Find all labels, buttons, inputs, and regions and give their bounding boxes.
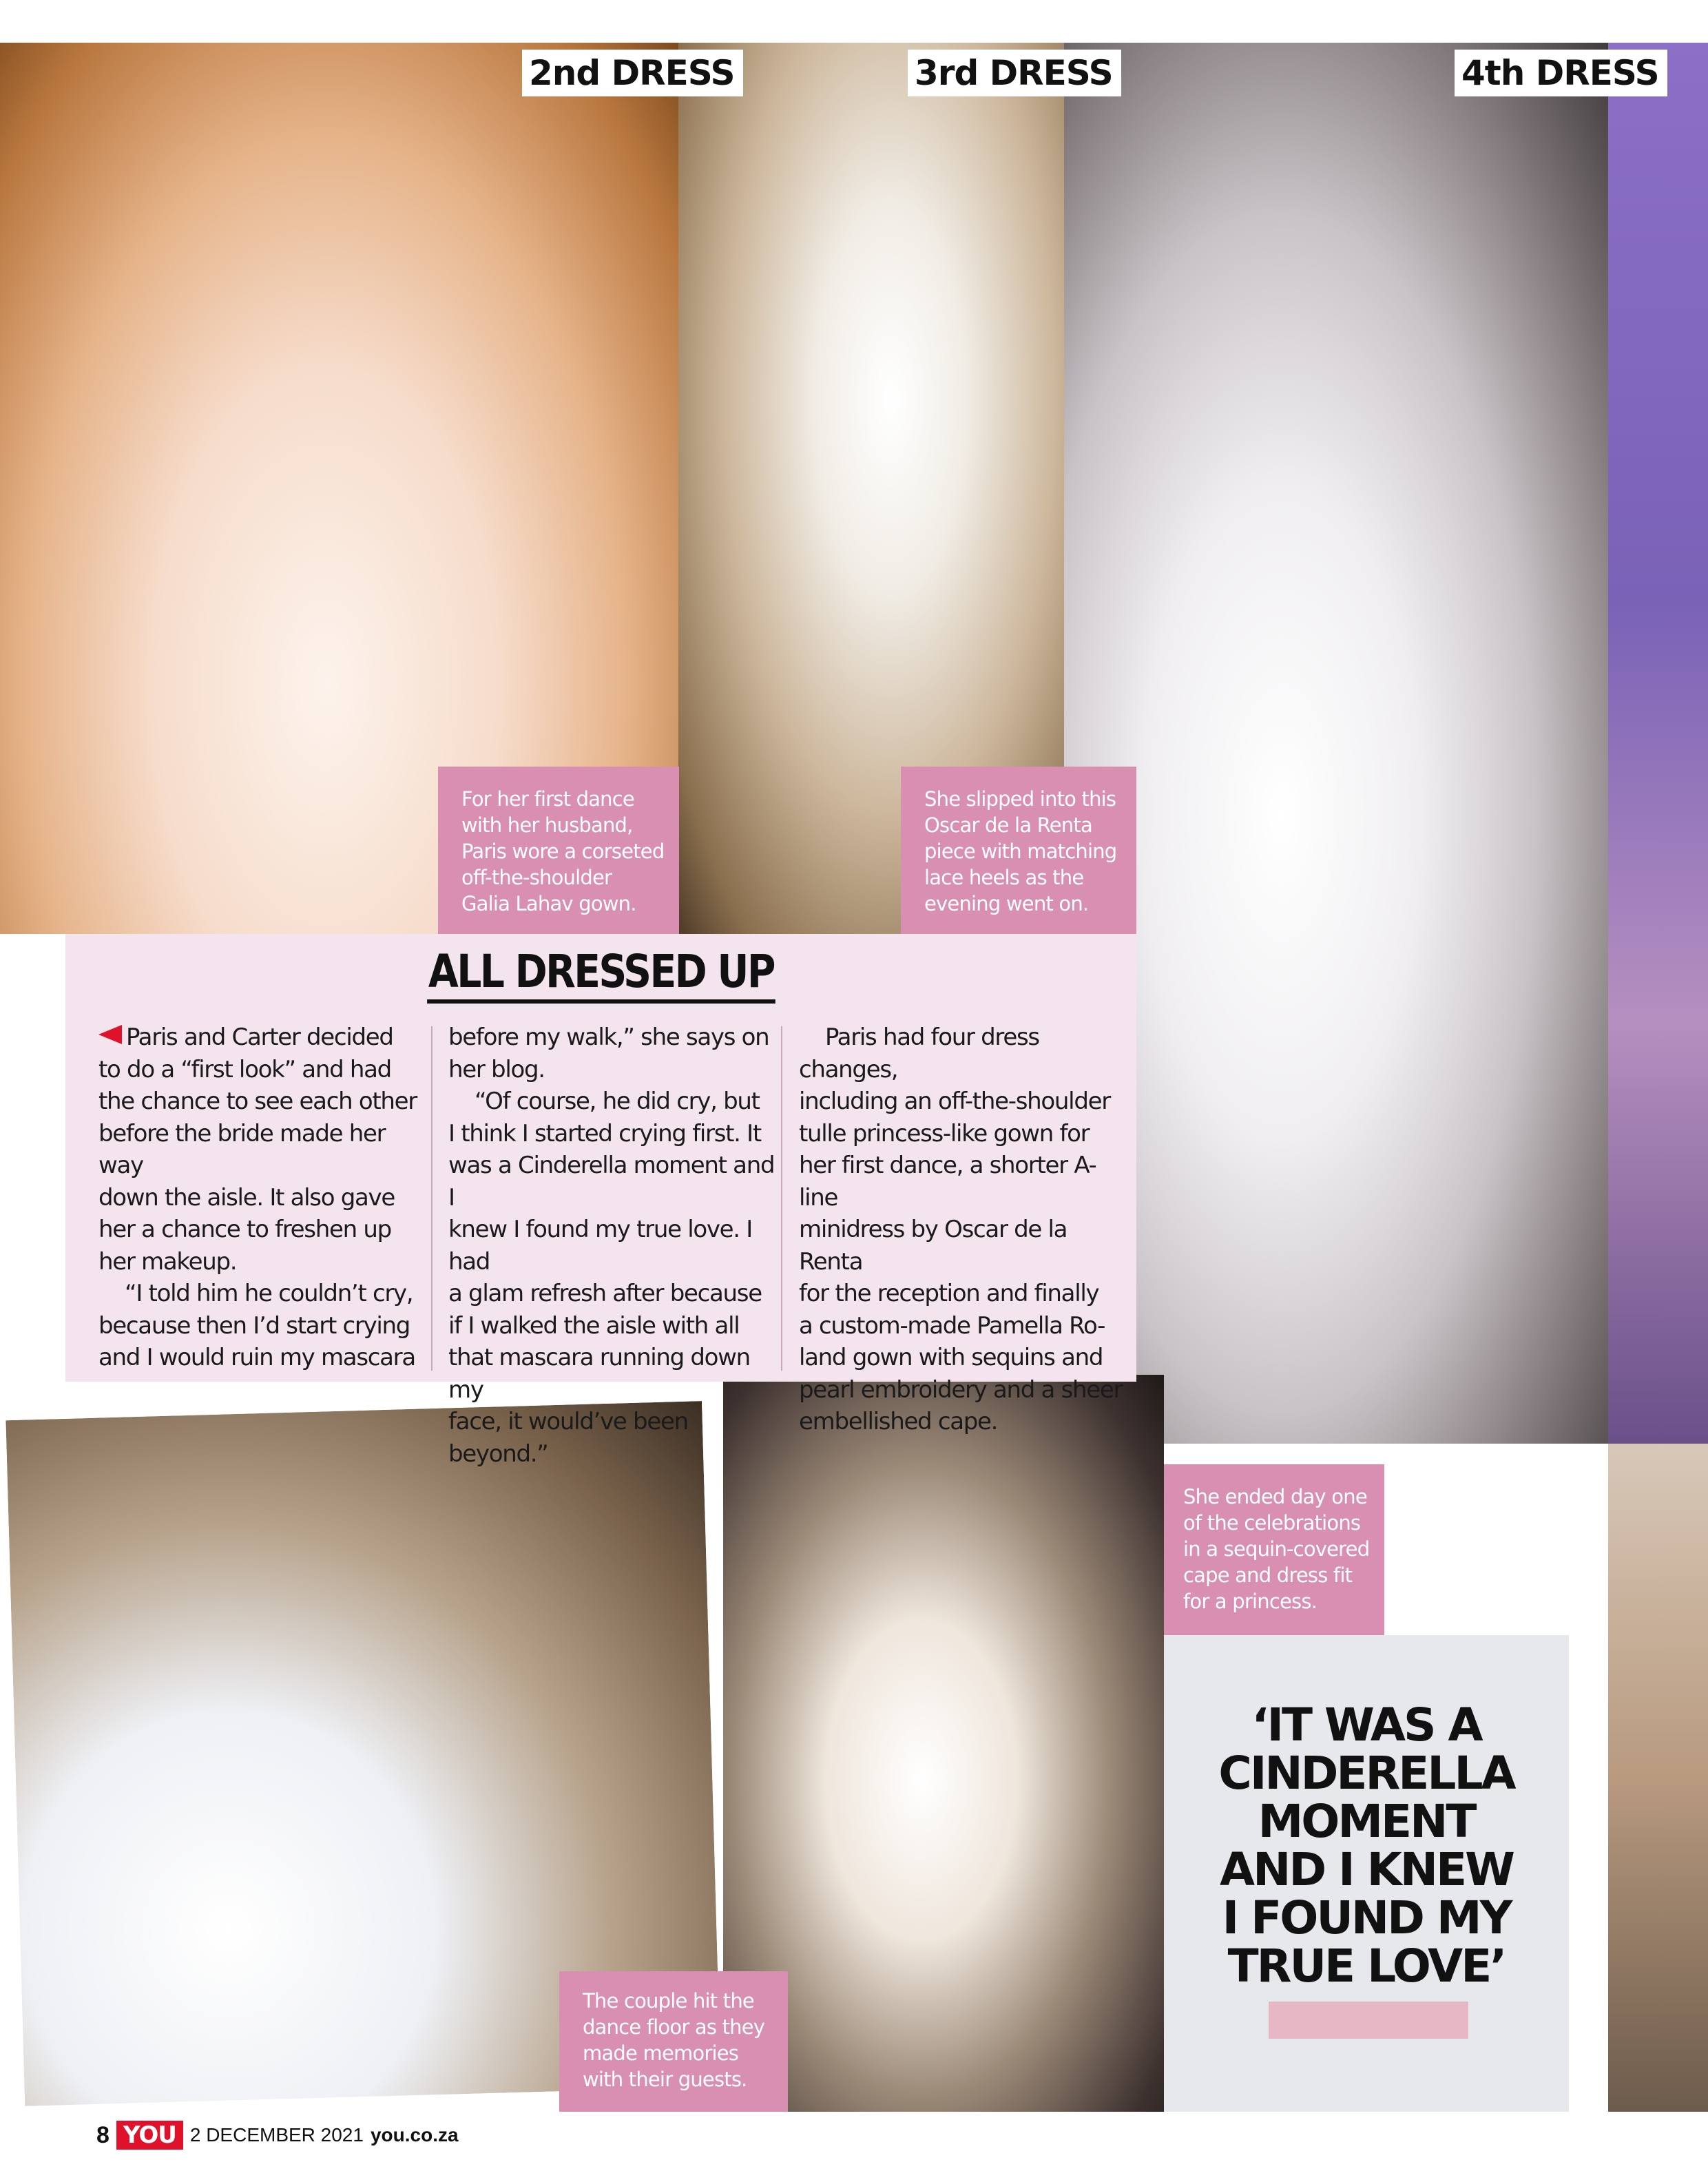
- article-line: Paris had four dress changes,: [799, 1024, 1039, 1083]
- article-line: to do a “first look” and had: [98, 1055, 391, 1083]
- article-line: her first dance, a shorter A-line: [799, 1152, 1096, 1212]
- pull-quote-accent-bar: [1269, 2002, 1468, 2039]
- pull-quote-line: MOMENT: [1258, 1795, 1475, 1848]
- article-line: because then I’d start crying: [98, 1311, 410, 1340]
- article-line-text: Paris and Carter decided: [126, 1024, 393, 1051]
- tag-3rd-dress: 3rd DRESS: [908, 50, 1121, 96]
- article-line: and I would ruin my mascara: [98, 1344, 415, 1371]
- column-divider: [781, 1026, 782, 1371]
- article-line: knew I found my true love. I had: [448, 1216, 753, 1276]
- article-line: tulle princess-like gown for: [799, 1119, 1090, 1147]
- article-line: including an off-the-shoulder: [799, 1088, 1110, 1115]
- article-line: pearl embroidery and a sheer: [799, 1375, 1123, 1404]
- pull-quote-line: AND I KNEW: [1220, 1843, 1513, 1896]
- article-line: her a chance to freshen up: [98, 1216, 391, 1243]
- article-line: land gown with sequins and: [799, 1344, 1103, 1371]
- website-link[interactable]: you.co.za: [370, 2124, 459, 2145]
- photo-purple-venue: [1608, 43, 1708, 1444]
- caption-first-dance: [438, 767, 679, 934]
- caption-line: Galia Lahav gown.: [461, 892, 636, 915]
- article-line: a custom-made Pamella Ro-: [799, 1311, 1105, 1340]
- photo-couple-dancing: [723, 1375, 1164, 2112]
- article-line: I think I started crying first. It: [448, 1119, 761, 1147]
- caption-line: lace heels as the: [924, 866, 1084, 889]
- article-line: the chance to see each other: [98, 1088, 417, 1115]
- caption-line: for a princess.: [1183, 1590, 1318, 1613]
- article-line: was a Cinderella moment and I: [448, 1152, 775, 1212]
- page-footer: [96, 2120, 459, 2150]
- article-line: for the reception and finally: [799, 1280, 1099, 1307]
- caption-line: in a sequin-covered: [1183, 1537, 1370, 1561]
- article-line: before the bride made her way: [98, 1119, 386, 1179]
- article-line: “Of course, he did cry, but: [475, 1088, 760, 1115]
- caption-line: Paris wore a corseted: [461, 840, 665, 863]
- caption-oscar: [901, 767, 1136, 934]
- pull-quote-line: I FOUND MY: [1222, 1891, 1511, 1944]
- caption-line: Oscar de la Renta: [924, 813, 1092, 837]
- caption-line: The couple hit the: [583, 1989, 754, 2013]
- caption-day-one: [1164, 1464, 1384, 1635]
- article-headline: ALL DRESSED UP: [427, 945, 775, 1004]
- article-column-3: [799, 1021, 1129, 1438]
- caption-line: She ended day one: [1183, 1485, 1367, 1508]
- article-headline-wrap: [65, 945, 1136, 1004]
- article-column-2: [448, 1021, 775, 1470]
- article-line: face, it would’ve been beyond.”: [448, 1408, 688, 1468]
- article-line: embellished cape.: [799, 1408, 998, 1435]
- caption-line: off-the-shoulder: [461, 866, 612, 889]
- pull-quote-line: TRUE LOVE’: [1227, 1940, 1506, 1993]
- column-divider: [431, 1026, 433, 1371]
- caption-line: For her first dance: [461, 787, 634, 811]
- caption-line: with her husband,: [461, 813, 633, 837]
- caption-line: piece with matching: [924, 840, 1117, 863]
- red-arrow-icon: [98, 1025, 122, 1044]
- article-line: minidress by Oscar de la Renta: [799, 1216, 1068, 1276]
- article-line: down the aisle. It also gave: [98, 1183, 395, 1212]
- issue-date: 2 DECEMBER 2021: [189, 2124, 364, 2145]
- article-line: that mascara running down my: [448, 1344, 750, 1404]
- pull-quote: [1164, 1698, 1569, 1993]
- caption-line: cape and dress fit: [1183, 1563, 1353, 1587]
- photo-dance-floor-edge: [1608, 1444, 1708, 2112]
- you-logo: YOU: [116, 2121, 183, 2150]
- pull-quote-line: ‘IT WAS A: [1251, 1698, 1481, 1752]
- caption-line: dance floor as they: [583, 2015, 765, 2039]
- article-line: her blog.: [448, 1055, 545, 1083]
- caption-couple: [559, 1971, 788, 2112]
- article-line: a glam refresh after because: [448, 1280, 762, 1307]
- caption-line: with their guests.: [583, 2068, 747, 2091]
- tag-2nd-dress: 2nd DRESS: [522, 50, 743, 96]
- caption-line: evening went on.: [924, 892, 1089, 915]
- caption-line: She slipped into this: [924, 787, 1116, 811]
- article-line: her makeup.: [98, 1247, 237, 1276]
- article-line: if I walked the aisle with all: [448, 1311, 740, 1340]
- article-line: before my walk,” she says on: [448, 1024, 769, 1051]
- pull-quote-line: CINDERELLA: [1218, 1747, 1514, 1800]
- photo-sequin-cape-gown: [1064, 43, 1608, 1444]
- tag-4th-dress: 4th DRESS: [1455, 50, 1667, 96]
- article-line: [98, 1021, 429, 1054]
- article-line: “I told him he couldn’t cry,: [125, 1280, 413, 1307]
- page-number: 8: [96, 2121, 110, 2148]
- caption-line: of the celebrations: [1183, 1511, 1361, 1535]
- article-column-1: [98, 1021, 429, 1374]
- caption-line: made memories: [583, 2041, 739, 2065]
